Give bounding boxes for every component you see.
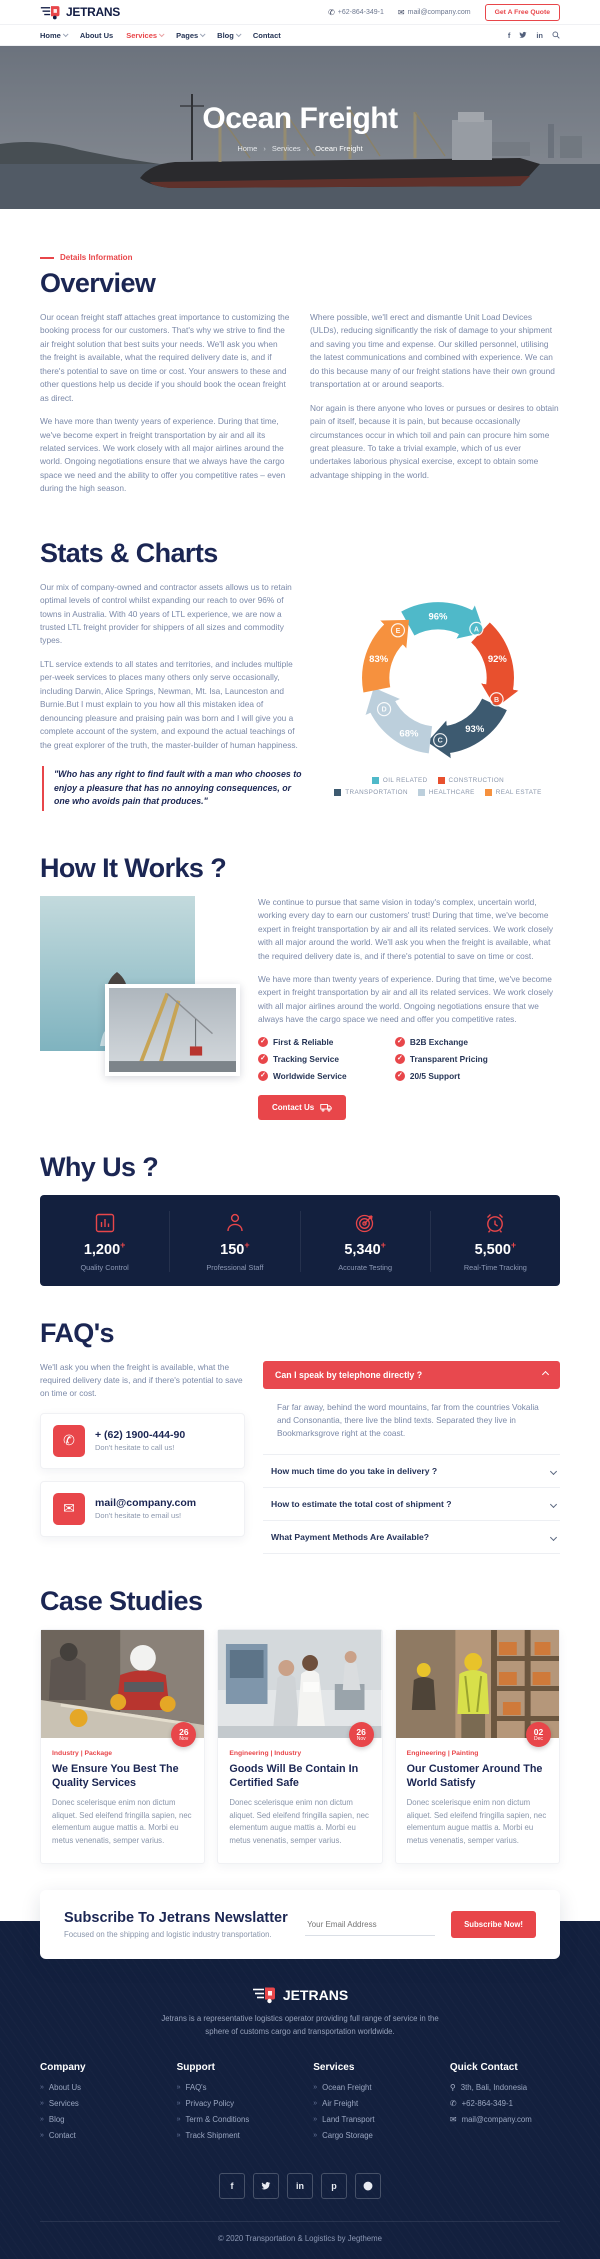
why-heading: Why Us ? [40, 1151, 159, 1182]
svg-text:B: B [493, 695, 500, 704]
stats-heading: Stats & Charts [40, 537, 218, 568]
double-arrow-icon: » [40, 2116, 44, 2124]
case-text: Donec scelerisque enim non dictum aliquet. Sed eleifend fringilla sapien, nec elementum augue mattis a. Morbi eu metus venenatis, semper varius. [229, 1798, 369, 1845]
topbar-email[interactable]: ✉ mail@company.com [397, 7, 471, 17]
feature-list [258, 1037, 524, 1081]
overview-paragraph: Nor again is there anyone who loves or pursues or desires to obtain pain of itself, because it is pain, but because occasionally circumstances occur in which toil and pain can procure him some great pleasure. To take a trivial example, which of us ever undertakes laborious physical exercise, except to obtain some advantage shipping in the world. [310, 402, 559, 480]
case-card [395, 1629, 560, 1864]
case-category: Engineering | Industry [229, 1750, 302, 1758]
stats-paragraph: Our mix of company-owned and contractor assets allows us to retain optimal levels of control whilst expanding our reach to over 96% of towns in Australia. With 40 years of LTL experience, we are now a trusted LTL freight provider for shippers of all sizes and commodity types. [40, 581, 292, 646]
case-studies-section [40, 1554, 560, 1864]
overview-paragraph: Our ocean freight staff attaches great importance to customizing the booking process for our customers. That's why we strive to find the air freight solution that best suits your needs. We'll ask you when the freight is available, what the required delivery date is, and if there's potential to save on time or cost. Your answers to these and other questions help us decide if you should book the ocean freight as direct. [40, 312, 290, 403]
phone-icon: ✆ [449, 2099, 457, 2109]
hero-banner [0, 46, 600, 209]
svg-text:A: A [473, 625, 479, 634]
case-card [217, 1629, 382, 1864]
chevron-up-icon [542, 1371, 549, 1378]
feature-item: ✓ 20/5 Support [395, 1071, 524, 1081]
main-nav [0, 24, 600, 46]
footer-address: ⚲ 3th, Bali, Indonesia [449, 2083, 528, 2093]
case-text: Donec scelerisque enim non dictum aliquet. Sed eleifend fringilla sapien, nec elementum augue mattis a. Morbi eu metus venenatis, semper varius. [52, 1798, 192, 1845]
footer-logo[interactable] [40, 1985, 560, 2004]
truck-logo-icon [40, 4, 62, 20]
stats-paragraph: LTL service extends to all states and territories, and includes multiple per-week services to places many others only serve occasionally, including Darwin, Alice Springs, Newman, Mt. Isa, Launceston and Burnie.But I must explain to you how all this mistaken idea of denouncing pleasure and praising pain was born and I will give you a complete account of the system, and expound the actual teachings of the great explorer of the truth, the master-builder of human happiness. [40, 658, 298, 750]
footer-link[interactable]: » FAQ's [176, 2083, 207, 2093]
nav-contact[interactable]: Contact [252, 30, 281, 40]
double-arrow-icon: » [40, 2084, 44, 2092]
footer-link[interactable]: » Blog [40, 2115, 65, 2125]
case-image-warehouse[interactable] [396, 1630, 559, 1742]
chevron-down-icon [200, 31, 206, 37]
twitter-icon[interactable] [253, 2173, 279, 2199]
top-bar [0, 0, 600, 24]
svg-text:96%: 96% [428, 610, 448, 622]
footer-link[interactable]: » Cargo Storage [313, 2131, 373, 2141]
contact-us-button[interactable]: Contact Us [258, 1095, 346, 1120]
chart-legend [333, 777, 543, 796]
breadcrumb-current: Ocean Freight [315, 144, 363, 153]
facebook-icon[interactable]: f [219, 2173, 245, 2199]
footer-link[interactable]: » Term & Conditions [176, 2115, 250, 2125]
footer-link[interactable]: » Contact [40, 2131, 76, 2141]
double-arrow-icon: » [176, 2084, 181, 2092]
faq-answer: Far far away, behind the word mountains, far from the countries Vokalia and Consonantia, there live the blind texts. Separated they live in Bookmarksgrove right at the coast. [263, 1389, 560, 1456]
breadcrumb-services[interactable]: Services [271, 144, 301, 153]
logo[interactable] [40, 4, 120, 20]
stats-bar [40, 1195, 560, 1286]
double-arrow-icon: » [176, 2132, 181, 2140]
nav-about[interactable]: About Us [79, 30, 114, 40]
truck-icon [320, 1103, 332, 1112]
subscribe-button[interactable]: Subscribe Now! [451, 1911, 536, 1938]
case-category: Engineering | Painting [406, 1750, 479, 1758]
newsletter-section [0, 1890, 600, 1959]
stat-accurate-testing: 5,340+ Accurate Testing [301, 1211, 431, 1272]
svg-text:93%: 93% [465, 723, 485, 735]
legend-item: TRANSPORTATION [334, 789, 408, 796]
footer-link[interactable]: » Track Shipment [176, 2131, 240, 2141]
how-images [40, 896, 240, 1076]
check-icon [395, 1071, 405, 1081]
case-category: Industry | Package [52, 1750, 113, 1758]
truck-logo-icon [252, 1985, 278, 2004]
double-arrow-icon: » [40, 2132, 44, 2140]
check-icon [258, 1071, 268, 1081]
double-arrow-icon: » [176, 2100, 181, 2108]
legend-item: CONSTRUCTION [438, 777, 505, 784]
double-arrow-icon: » [176, 2116, 181, 2124]
footer-tagline: Jetrans is a representative logistics operator providing full range of service in the sphere of customs cargo and transportation worldwide. [161, 2014, 439, 2036]
stat-quality-control: 1,200+ Quality Control [40, 1211, 170, 1272]
newsletter-title: Subscribe To Jetrans Newslatter [64, 1910, 288, 1927]
svg-text:C: C [437, 736, 443, 745]
stat-real-time-tracking: 5,500+ Real-Time Tracking [431, 1211, 560, 1272]
footer-column-services: Services » Ocean Freight » Air Freight » Land Transport » Cargo Storage [313, 2062, 440, 2147]
case-image-factory[interactable] [218, 1630, 381, 1742]
target-icon [353, 1211, 377, 1235]
footer-link[interactable]: » Services [40, 2099, 79, 2109]
footer-socials [40, 2173, 560, 2199]
nav-blog[interactable]: Blog [217, 31, 240, 40]
double-arrow-icon: » [313, 2084, 318, 2092]
breadcrumb-home[interactable]: Home [237, 144, 258, 153]
faq-intro: We'll ask you when the freight is available, what the required delivery date is, and if there's potential to save on time or cost. [40, 1361, 243, 1399]
svg-text:92%: 92% [487, 653, 507, 665]
legend-item: HEALTHCARE [418, 789, 475, 796]
pull-quote: "Who has any right to find fault with a man who chooses to enjoy a pleasure that has no annoying consequences, or one who avoids pain that produces." [42, 766, 302, 811]
case-title[interactable]: Our Customer Around The World Satisfy [406, 1763, 543, 1790]
alarm-clock-icon [483, 1211, 507, 1235]
case-text: Donec scelerisque enim non dictum aliquet. Sed eleifend fringilla sapien, nec elementum augue mattis a. Morbi eu metus venenatis, semper varius. [406, 1798, 547, 1845]
linkedin-icon[interactable]: in [536, 30, 543, 40]
overview-paragraph: Where possible, we'll erect and dismantle Unit Load Devices (ULDs), reducing significantly the risk of damage to your shipment and saving you time and expense. Our skilled personnel, utilising the latest communications and combined with experience. We can do this because many of our freight stations have their own ground transportation at or around seaports. [310, 312, 555, 390]
brand-name: JETRANS [282, 1986, 349, 2003]
how-heading: How It Works ? [40, 852, 227, 883]
how-paragraph: We have more than twenty years of experience. During that time, we've become expert in freight transportation by air and all its related services. We work closely with all major airlines around the world. Ongoing negotiations ensure that we always have the cargo space we need and offer you competitive rates. [258, 974, 553, 1025]
nav-home[interactable]: Home [40, 31, 67, 40]
brand-name: JETRANS [66, 5, 120, 19]
double-arrow-icon: » [313, 2132, 318, 2140]
overview-heading: Overview [40, 268, 156, 298]
date-badge: 26 Nov [171, 1722, 196, 1747]
twitter-icon[interactable] [519, 31, 527, 39]
feature-item: ✓ First & Reliable [258, 1037, 387, 1047]
faq-question[interactable]: What Payment Methods Are Available? [263, 1521, 560, 1554]
chevron-down-icon [550, 1468, 557, 1475]
case-title[interactable]: Goods Will Be Contain In Certified Safe [229, 1763, 359, 1790]
bar-chart-icon [93, 1211, 117, 1235]
faq-question[interactable]: How to estimate the total cost of shipment ? [263, 1488, 560, 1521]
topbar-phone[interactable]: ✆ +62-864-349-1 [328, 7, 384, 17]
linkedin-icon[interactable]: in [287, 2173, 313, 2199]
double-arrow-icon: » [313, 2100, 318, 2108]
mail-icon: ✉ [53, 1493, 85, 1525]
legend-item: REAL ESTATE [485, 789, 542, 796]
double-arrow-icon: » [40, 2100, 44, 2108]
pinterest-icon[interactable]: p [321, 2173, 347, 2199]
date-badge: 02 Dec [526, 1722, 551, 1747]
copyright: © 2020 Transportation & Logistics by Jegtheme [40, 2221, 560, 2259]
feature-item: ✓ B2B Exchange [395, 1037, 524, 1047]
overview-paragraph: We have more than twenty years of experience. During that time, we've become expert in freight transportation by air and all its related services. We work closely with all major airlines around the world. Ongoing negotiations ensure that we always have the cargo space we need and the ability to offer you competitive rates – even during the high season. [40, 416, 286, 494]
faq-section [40, 1286, 560, 1555]
check-icon [258, 1037, 268, 1047]
footer-column-support: Support » FAQ's » Privacy Policy » Term & Conditions » Track Shipment [177, 2062, 304, 2147]
footer-link[interactable]: » Land Transport [313, 2115, 375, 2125]
footer-link[interactable]: » Air Freight [313, 2099, 359, 2109]
location-pin-icon: ⚲ [449, 2083, 456, 2093]
footer-link[interactable]: » About Us [40, 2083, 81, 2093]
chevron-down-icon [236, 31, 242, 37]
date-badge: 26 Nov [349, 1722, 374, 1747]
faq-question-open[interactable]: Can I speak by telephone directly ? [263, 1361, 560, 1389]
get-quote-button[interactable]: Get A Free Quote [485, 4, 560, 21]
case-title[interactable]: We Ensure You Best The Quality Services [52, 1763, 179, 1790]
phone-contact-card[interactable]: ✆ + (62) 1900-444-90 Don't hesitate to call us! [40, 1413, 245, 1469]
breadcrumb-separator [307, 144, 310, 153]
feature-item: ✓ Worldwide Service [258, 1071, 387, 1081]
footer-column-company: Company » About Us » Services » Blog » Contact [40, 2062, 167, 2147]
how-paragraph: We continue to pursue that same vision in today's complex, uncertain world, working every day to earn our customers' trust! During that time, we've become expert in freight transportation by air and all its related services. We work closely with all major around the world. We'll ask you when the freight is available, what the required delivery date is, and if there's potential to save on time or cost. [258, 896, 553, 961]
breadcrumb-separator [263, 144, 266, 153]
breadcrumb [237, 144, 362, 153]
stats-section [40, 506, 560, 821]
svg-text:D: D [381, 705, 387, 714]
email-input[interactable] [305, 1914, 435, 1936]
nav-pages[interactable]: Pages [176, 31, 204, 40]
port-crane-image [105, 984, 240, 1076]
footer [0, 1921, 600, 2259]
chevron-down-icon [550, 1534, 557, 1541]
nav-services[interactable]: Services [126, 31, 163, 40]
search-icon[interactable] [552, 31, 560, 39]
why-us-section [40, 1120, 560, 1286]
footer-email[interactable]: ✉ mail@company.com [449, 2115, 532, 2125]
svg-text:68%: 68% [399, 728, 419, 740]
footer-phone[interactable]: ✆ +62-864-349-1 [449, 2099, 513, 2109]
case-card [40, 1629, 205, 1864]
how-it-works-section [40, 821, 560, 1120]
footer-link[interactable]: » Ocean Freight [313, 2083, 372, 2093]
overview-section [40, 209, 560, 506]
legend-item: OIL RELATED [372, 777, 428, 784]
chevron-down-icon [159, 31, 165, 37]
feature-item: ✓ Transparent Pricing [395, 1054, 524, 1064]
check-icon [395, 1054, 405, 1064]
footer-link[interactable]: » Privacy Policy [176, 2099, 235, 2109]
svg-text:E: E [395, 626, 401, 635]
footer-column-contact: Quick Contact ⚲ 3th, Bali, Indonesia ✆ +62-864-349-1 ✉ mail@company.com [450, 2062, 560, 2147]
check-icon [395, 1037, 405, 1047]
phone-icon: ✆ [53, 1425, 85, 1457]
newsletter-subtitle: Focused on the shipping and logistic industry transportation. [64, 1930, 272, 1940]
chevron-down-icon [550, 1501, 557, 1508]
case-image-packing[interactable] [41, 1630, 204, 1742]
cycle-chart [349, 589, 527, 767]
cases-heading: Case Studies [40, 1586, 203, 1617]
facebook-icon[interactable]: f [507, 30, 511, 40]
feature-item: ✓ Tracking Service [258, 1054, 387, 1064]
chevron-down-icon [63, 31, 69, 37]
mail-icon: ✉ [449, 2115, 457, 2125]
mail-icon: ✉ [397, 7, 405, 17]
page-title: Ocean Freight [202, 102, 398, 135]
check-icon [258, 1054, 268, 1064]
section-tag: Details Information [40, 253, 560, 262]
faq-heading: FAQ's [40, 1317, 114, 1348]
faq-question[interactable]: How much time do you take in delivery ? [263, 1455, 560, 1488]
person-icon [223, 1211, 247, 1235]
svg-text:83%: 83% [369, 653, 389, 665]
stat-professional-staff: 150+ Professional Staff [170, 1211, 300, 1272]
email-contact-card[interactable]: ✉ mail@company.com Don't hesitate to email us! [40, 1481, 245, 1537]
double-arrow-icon: » [313, 2116, 318, 2124]
dribbble-icon[interactable] [355, 2173, 381, 2199]
phone-icon: ✆ [328, 7, 335, 17]
